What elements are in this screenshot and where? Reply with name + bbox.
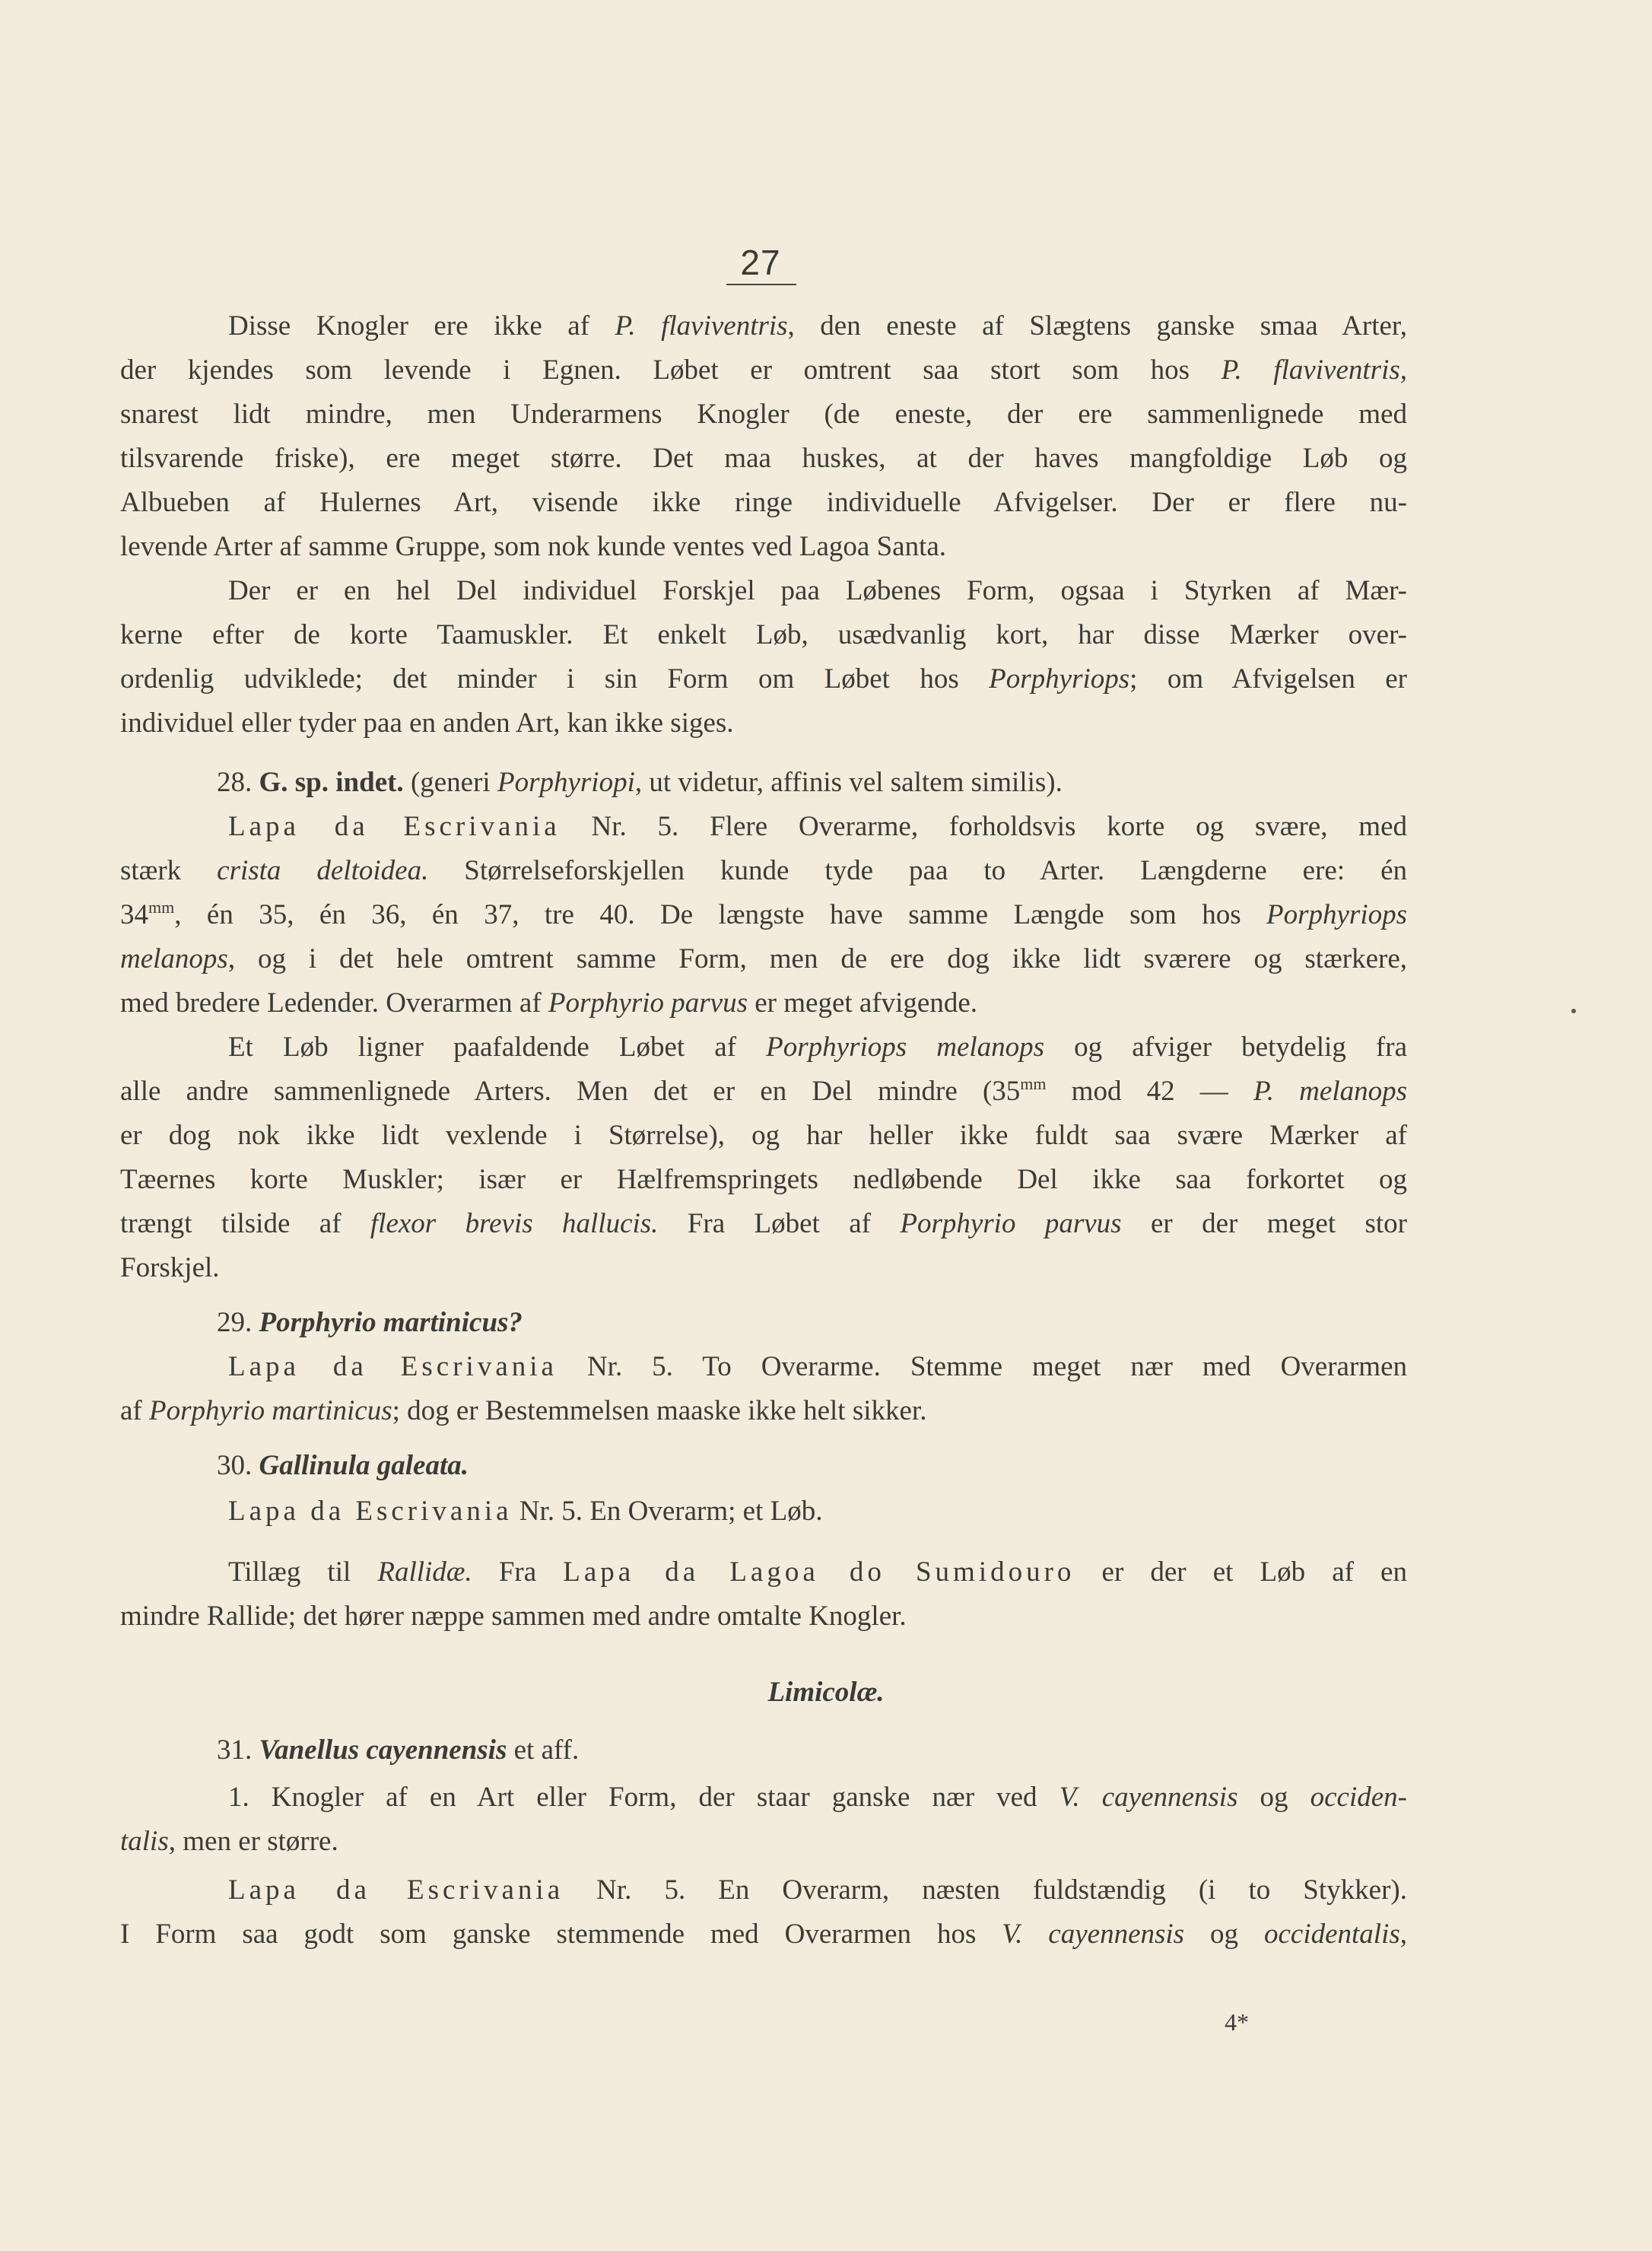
text-line: Lapa da Escrivania Nr. 5. To Overarme. Stemme meget nær med Overarmen [228,1351,1407,1382]
text-line: er dog nok ikke lidt vexlende i Størrelse), og har heller ikke fuldt saa svære Mærker af [120,1120,1407,1151]
text-line: Et Løb ligner paafaldende Løbet af Porphyriops melanops og afviger betydelig fra [228,1032,1407,1063]
text-line: trængt tilside af flexor brevis hallucis. Fra Løbet af Porphyrio parvus er der meget stor [120,1208,1407,1239]
text-line: I Form saa godt som ganske stemmende med Overarmen hos V. cayennensis og occidentalis, [120,1919,1408,1950]
text-line: Lapa da Escrivania Nr. 5. En Overarm, næsten fuldstændig (i to Stykker). [228,1874,1407,1906]
text-line: Lapa da Escrivania Nr. 5. En Overarm; et Løb. [228,1496,823,1527]
text-line: alle andre sammenlignede Arters. Men det er en Del mindre ($35^{mm}$ mod 42 — P. melanops [120,1074,1407,1107]
section-heading: Limicolæ. [767,1677,885,1708]
text-line: Disse Knogler ere ikke af P. flaviventris, den eneste af Slægtens ganske smaa Arter, [228,310,1408,342]
entry-heading: 30. Gallinula galeata. [217,1450,469,1481]
text-line: snarest lidt mindre, men Underarmens Knogler (de eneste, der ere sammenlignede med [120,399,1407,430]
text-line: individuel eller tyder paa en anden Art, kan ikke siges. [120,707,734,739]
text-line: kerne efter de korte Taamuskler. Et enkelt Løb, usædvanlig kort, har disse Mærker over- [120,619,1407,650]
text-line: levende Arter af samme Gruppe, som nok kunde ventes ved Lagoa Santa. [120,531,947,562]
text-line: Tæernes korte Muskler; især er Hælfremspringets nedløbende Del ikke saa forkortet og [120,1164,1407,1195]
entry-heading: 29. Porphyrio martinicus? [217,1307,523,1338]
page-number: 27 [740,243,781,282]
entry-heading: 28. G. sp. indet. (generi Porphyriopi, ut videtur, affinis vel saltem similis). [217,767,1063,798]
text-line: 1. Knogler af en Art eller Form, der staar ganske nær ved V. cayennensis og occiden- [228,1782,1407,1813]
page-number-rule [726,284,796,285]
text-line: Albueben af Hulernes Art, visende ikke ringe individuelle Afvigelser. Der er flere nu- [120,487,1407,518]
text-line: der kjendes som levende i Egnen. Løbet er omtrent saa stort som hos P. flaviventris, [120,355,1408,386]
text-line: stærk crista deltoidea. Størrelseforskjellen kunde tyde paa to Arter. Længderne ere: én [120,855,1408,886]
text-line: Lapa da Escrivania Nr. 5. Flere Overarme, forholdsvis korte og svære, med [228,811,1407,842]
text-line: ordenlig udviklede; det minder i sin Form om Løbet hos Porphyriops; om Afvigelsen er [120,663,1407,695]
text-line: mindre Rallide; det hører næppe sammen med andre omtalte Knogler. [120,1601,907,1632]
text-line: med bredere Ledender. Overarmen af Porphyrio parvus er meget afvigende. [120,987,978,1019]
paper-speck [1571,1009,1576,1013]
text-line: Forskjel. [120,1252,220,1283]
text-line: tilsvarende friske), ere meget større. Det maa huskes, at der haves mangfoldige Løb og [120,443,1407,474]
text-line: af Porphyrio martinicus; dog er Bestemmelsen maaske ikke helt sikker. [120,1395,927,1426]
text-line: melanops, og i det hele omtrent samme Form, men de ere dog ikke lidt sværere og stærkere, [120,943,1407,974]
text-line: $34^{mm}$, én 35, én 36, én 37, tre 40. De længste have samme Længde som hos Porphyriops [120,898,1407,930]
entry-heading: 31. Vanellus cayennensis et aff. [217,1734,580,1766]
signature-mark: 4* [1225,2008,1249,2036]
text-line: Tillæg til Rallidæ. Fra Lapa da Lagoa do Sumidouro er der et Løb af en [228,1556,1407,1588]
text-line: Der er en hel Del individuel Forskjel paa Løbenes Form, ogsaa i Styrken af Mær- [228,575,1407,606]
text-line: talis, men er større. [120,1826,338,1857]
